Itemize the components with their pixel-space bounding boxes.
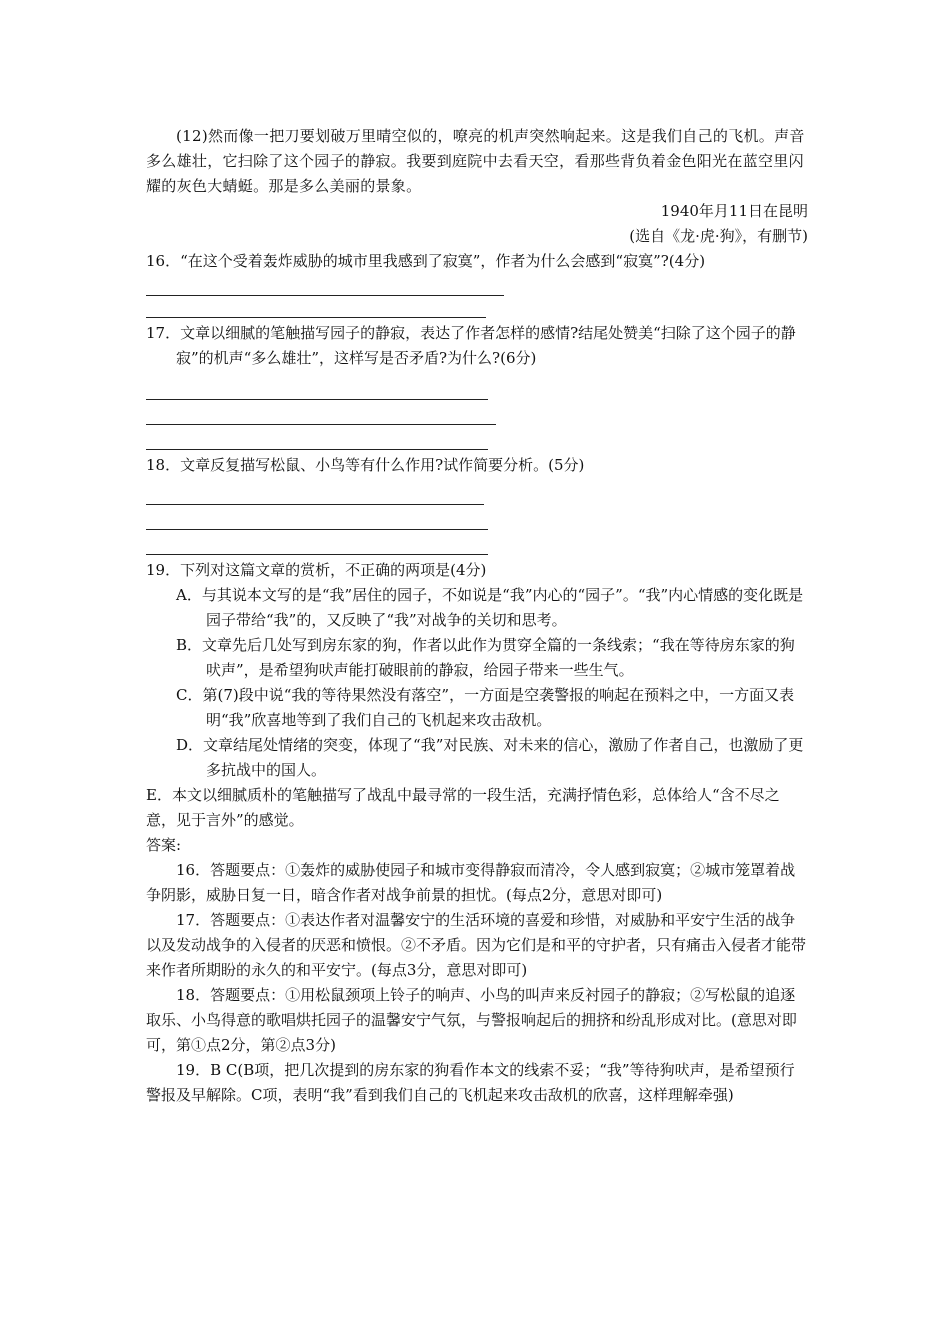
document-page — [146, 124, 808, 1108]
question-19-option-d: D．文章结尾处情绪的突变，体现了“我”对民族、对未来的信心，激励了作者自己，也激励了更多抗战中的国人。 — [176, 736, 804, 779]
answer-17: 17．答题要点：①表达作者对温馨安宁的生活环境的喜爱和珍惜，对威胁和平安宁生活的战争以及发动战争的入侵者的厌恶和愤恨。②不矛盾。因为它们是和平的守护者，只有痛击入侵者才能带来作者所期盼的永久的和平安宁。(每点3分，意思对即可) — [146, 911, 807, 979]
question-19-option-b: B．文章先后几处写到房东家的狗，作者以此作为贯穿全篇的一条线索；“我在等待房东家的狗吠声”，是希望狗吠声能打破眼前的静寂，给园子带来一些生气。 — [176, 636, 795, 679]
answers-heading: 答案: — [146, 836, 182, 854]
answer-19: 19．B C(B项，把几次提到的房东家的狗看作本文的线索不妥；“我”等待狗吠声，是希望预行警报及早解除。C项，表明“我”看到我们自己的飞机起来攻击敌机的欣喜，这样理解牵强) — [146, 1061, 795, 1104]
question-19-option-a: A．与其说本文写的是“我”居住的园子，不如说是“我”内心的“园子”。“我”内心情感的变化既是园子带给“我”的，又反映了“我”对战争的关切和思考。 — [176, 586, 804, 629]
question-19-option-c: C．第(7)段中说“我的等待果然没有落空”，一方面是空袭警报的响起在预料之中，一方面又表明“我”欣喜地等到了我们自己的飞机起来攻击敌机。 — [176, 686, 795, 729]
answer-line — [146, 428, 808, 453]
passage-date: 1940年月11日在昆明 — [660, 202, 808, 220]
question-19-option-e: E．本文以细腻质朴的笔触描写了战乱中最寻常的一段生活，充满抒情色彩，总体给人“含不尽之意，见于言外”的感觉。 — [146, 786, 780, 829]
answer-18: 18．答题要点：①用松鼠颈项上铃子的响声、小鸟的叫声来反衬园子的静寂；②写松鼠的追逐取乐、小鸟得意的歌唱烘托园子的温馨安宁气氛，与警报响起后的拥挤和纷乱形成对比。(意思对即可，第①点2分，第②点3分) — [146, 986, 797, 1054]
passage-source: (选自《龙·虎·狗》，有删节) — [629, 227, 808, 245]
question-18: 18．文章反复描写松鼠、小鸟等有什么作用?试作简要分析。(5分) — [146, 456, 585, 474]
answer-line — [146, 533, 808, 558]
question-16: 16．“在这个受着轰炸威胁的城市里我感到了寂寞”，作者为什么会感到“寂寞”?(4分) — [146, 252, 706, 270]
passage-paragraph-12: (12)然而像一把刀要划破万里晴空似的，嘹亮的机声突然响起来。这是我们自己的飞机。声音多么雄壮，它扫除了这个园子的静寂。我要到庭院中去看天空，看那些背负着金色阳光在蓝空里闪耀的灰色大蜻蜓。那是多么美丽的景象。 — [146, 127, 805, 195]
answer-line — [146, 299, 808, 321]
question-19: 19．下列对这篇文章的赏析，不正确的两项是(4分) — [146, 561, 487, 579]
answer-line — [146, 403, 808, 428]
question-17: 17．文章以细腻的笔触描写园子的静寂，表达了作者怎样的感情?结尾处赞美“扫除了这个园子的静寂”的机声“多么雄壮”，这样写是否矛盾?为什么?(6分) — [146, 324, 796, 367]
answer-line — [146, 371, 808, 403]
answer-line — [146, 478, 808, 508]
answer-line — [146, 508, 808, 533]
answer-line — [146, 274, 808, 299]
answer-16: 16．答题要点：①轰炸的威胁使园子和城市变得静寂而清冷，令人感到寂寞；②城市笼罩着战争阴影，威胁日复一日，暗含作者对战争前景的担忧。(每点2分，意思对即可) — [146, 861, 796, 904]
